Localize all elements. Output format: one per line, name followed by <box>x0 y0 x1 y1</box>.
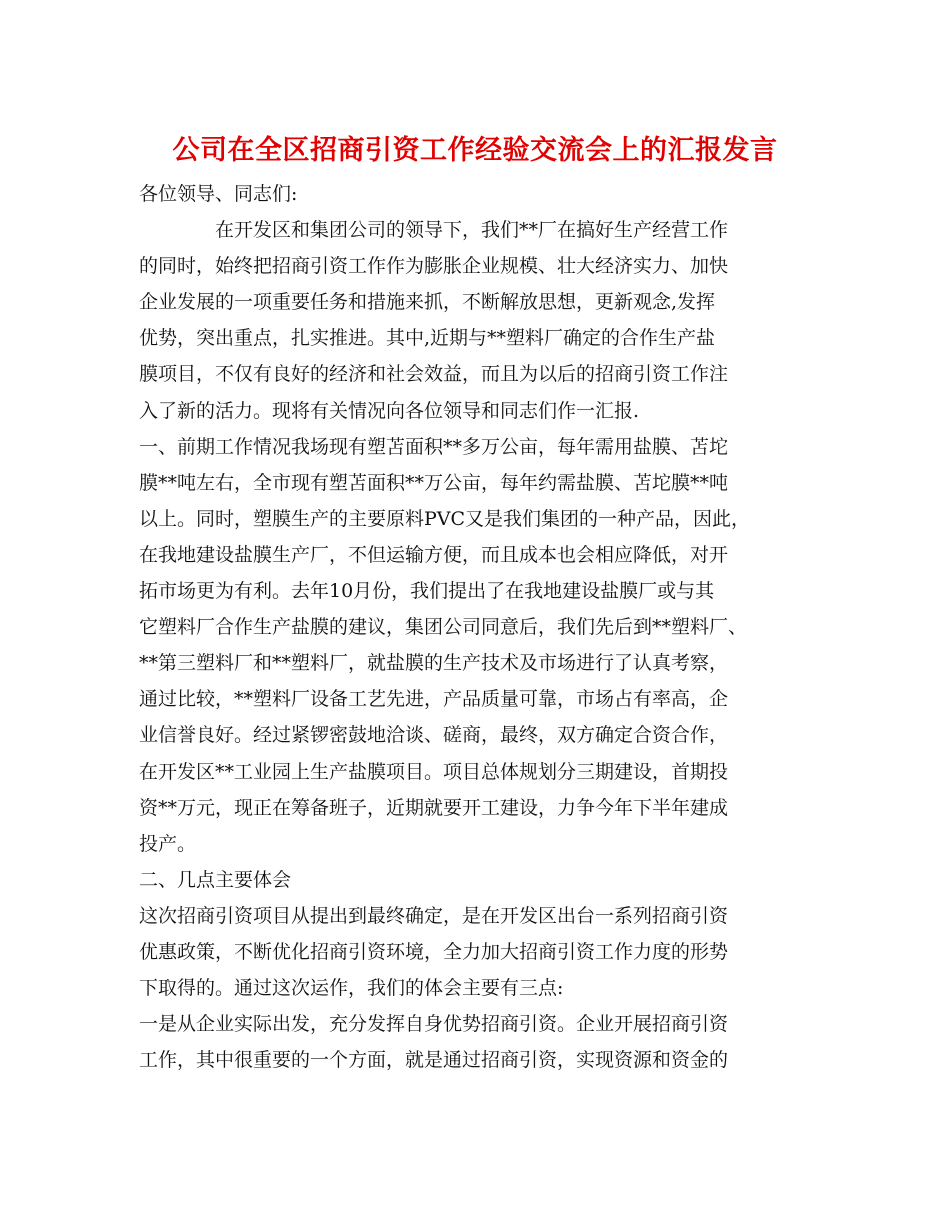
text-line: 膜项目，不仅有良好的经济和社会效益，而且为以后的招商引资工作注 <box>139 363 729 386</box>
text-line: **第三塑料厂和**塑料厂，就盐膜的生产技术及市场进行了认真考察， <box>139 652 729 675</box>
text-line: 下取得的。通过这次运作，我们的体会主要有三点: <box>139 977 564 1000</box>
document-body <box>139 176 829 1078</box>
text-line: 一、前期工作情况我场现有塑苫面积**多万公亩，每年需用盐膜、苫坨 <box>139 435 729 458</box>
text-line: 它塑料厂合作生产盐膜的建议，集团公司同意后，我们先后到**塑料厂、 <box>139 616 748 639</box>
text-line: 各位领导、同志们: <box>139 183 298 205</box>
text-line: 在开发区和集团公司的领导下，我们**厂在搞好生产经营工作 <box>215 219 729 242</box>
text-line: 的同时，始终把招商引资工作作为膨胀企业规模、壮大经济实力、加快 <box>139 255 729 278</box>
text-line: 投产。 <box>139 832 197 855</box>
text-line: 在我地建设盐膜生产厂，不但运输方便，而且成本也会相应降低，对开 <box>139 543 729 566</box>
text-line: 这次招商引资项目从提出到最终确定，是在开发区出台一系列招商引资 <box>139 904 729 927</box>
text-line: 企业发展的一项重要任务和措施来抓，不断解放思想，更新观念,发挥 <box>139 291 716 314</box>
document-title: 公司在全区招商引资工作经验交流会上的汇报发言 <box>172 135 778 166</box>
text-line: 优惠政策，不断优化招商引资环境，全力加大招商引资工作力度的形势 <box>139 940 729 963</box>
text-line: 入了新的活力。现将有关情况向各位领导和同志们作一汇报. <box>139 399 640 422</box>
text-line: 拓市场更为有利。去年10月份，我们提出了在我地建设盐膜厂或与其 <box>139 580 715 603</box>
text-line: 一是从企业实际出发，充分发挥自身优势招商引资。企业开展招商引资 <box>139 1013 729 1036</box>
section-heading: 二、几点主要体会 <box>139 868 292 891</box>
text-line: 在开发区**工业园上生产盐膜项目。项目总体规划分三期建设，首期投 <box>139 760 729 783</box>
text-line: 膜**吨左右，全市现有塑苫面积**万公亩，每年约需盐膜、苫坨膜**吨 <box>139 471 729 494</box>
text-line: 资**万元，现正在筹备班子，近期就要开工建设，力争今年下半年建成 <box>139 796 729 819</box>
text-line: 以上。同时，塑膜生产的主要原料PVC又是我们集团的一种产品，因此， <box>139 507 751 530</box>
text-line: 工作，其中很重要的一个方面，就是通过招商引资，实现资源和资金的 <box>139 1049 729 1072</box>
text-line: 通过比较，**塑料厂设备工艺先进，产品质量可靠，市场占有率高，企 <box>139 688 729 711</box>
text-line: 优势，突出重点，扎实推进。其中,近期与**塑料厂确定的合作生产盐 <box>139 327 716 350</box>
text-line: 业信誉良好。经过紧锣密鼓地洽谈、磋商，最终，双方确定合资合作， <box>139 724 729 747</box>
